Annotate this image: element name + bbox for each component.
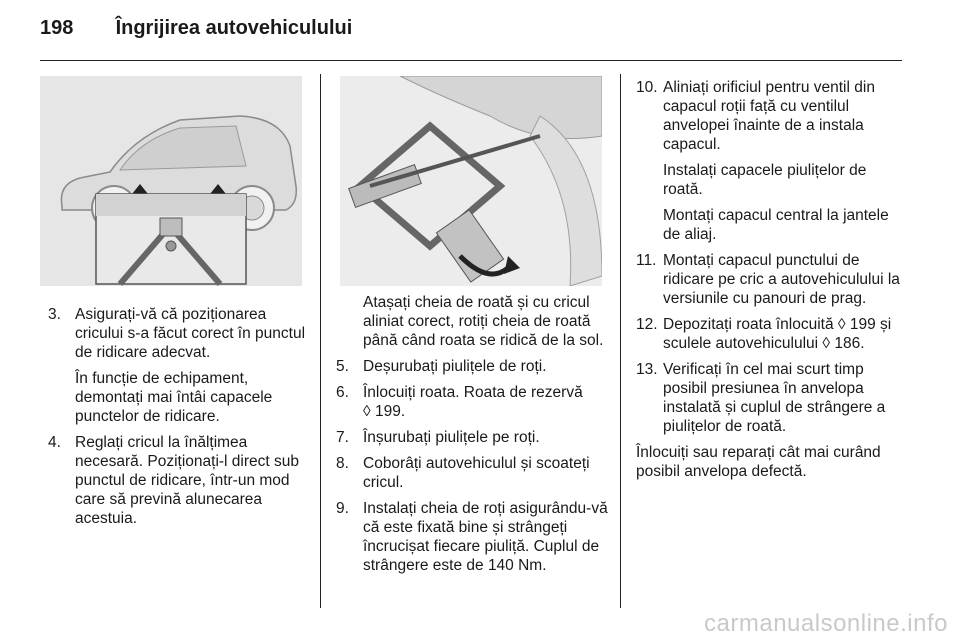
column-divider-right — [620, 74, 621, 608]
item-number: 12. — [636, 316, 658, 333]
item-number: 9. — [336, 500, 349, 517]
closing-paragraph: Înlocuiți sau reparați cât mai curând posibil anvelopa defectă. — [636, 444, 881, 480]
item-subtext: În funcție de echipament, demontați mai întâi capacele punctelor de ridicare. — [75, 370, 273, 425]
item-number: 8. — [336, 455, 349, 472]
list-item — [336, 454, 608, 492]
page-title: Îngrijirea autovehiculului — [115, 17, 353, 39]
right-column — [636, 78, 902, 488]
item-number: 11. — [636, 252, 657, 269]
item-text: Deșurubați piulițele de roți. — [363, 358, 547, 375]
item-number: 4. — [48, 434, 61, 451]
list-item — [636, 78, 902, 244]
item-text: Depozitați roata înlocuită ◊ 199 și sculele autovehiculului ◊ 186. — [663, 316, 892, 352]
list-item — [336, 383, 608, 421]
list-item — [336, 499, 608, 575]
item-text: Asigurați-vă că poziționarea cricului s-a făcut corect în punctul de ridicare adecvat. — [75, 306, 306, 361]
item-number: 6. — [336, 384, 349, 401]
item-number: 5. — [336, 358, 349, 375]
intro-paragraph: Atașați cheia de roată și cu cricul aliniat corect, rotiți cheia de roată până când roata se ridică de la sol. — [363, 294, 604, 349]
list-item — [636, 251, 902, 308]
item-text: Înșurubați piulițele pe roți. — [363, 429, 540, 446]
list-item — [48, 433, 310, 528]
item-text: Reglați cricul la înălțimea necesară. Poziționați-l direct sub punctul de ridicare, într-un mod care să prevină alunecarea acestuia. — [75, 434, 300, 527]
middle-column — [336, 293, 608, 582]
item-subtext: Instalați capacele piulițelor de roată. — [663, 162, 867, 198]
item-text: Verificați în cel mai scurt timp posibil presiunea în anvelopa instalată și cuplul de strângere a piulițelor de roată. — [663, 361, 886, 435]
item-number: 10. — [636, 79, 658, 96]
list-item — [336, 428, 608, 447]
list-item — [336, 357, 608, 376]
item-text: Înlocuiți roata. Roata de rezervă — [363, 384, 583, 401]
item-text: Instalați cheia de roți asigurându-vă că este fixată bine și strângeți încrucișat fiecare piuliță. Cuplul de strângere este de 140 Nm. — [363, 500, 608, 574]
list-item — [636, 360, 902, 436]
item-text: Aliniați orificiul pentru ventil din capacul roții față cu ventilul anvelopei înainte de a instala capacul. — [663, 79, 875, 153]
left-column — [48, 305, 310, 535]
watermark: carmanualsonline.info — [704, 610, 948, 637]
figure-jack-crank — [340, 76, 602, 286]
list-item — [636, 315, 902, 353]
page-number: 198 — [40, 17, 74, 39]
page-reference[interactable]: ◊ 199. — [363, 403, 406, 420]
item-text: Coborâți autovehiculul și scoateți cricul. — [363, 455, 590, 491]
item-number: 13. — [636, 361, 658, 378]
item-number: 7. — [336, 429, 349, 446]
page-header — [40, 17, 352, 40]
item-number: 3. — [48, 306, 61, 323]
item-text: Montați capacul punctului de ridicare pe cric a autovehiculului la versiunile cu panouri de prag. — [663, 252, 900, 307]
figure-car-jack-points — [40, 76, 302, 286]
column-divider-left — [320, 74, 321, 608]
header-rule — [40, 60, 902, 61]
list-item — [48, 305, 310, 426]
item-subtext: Montați capacul central la jantele de aliaj. — [663, 207, 889, 243]
